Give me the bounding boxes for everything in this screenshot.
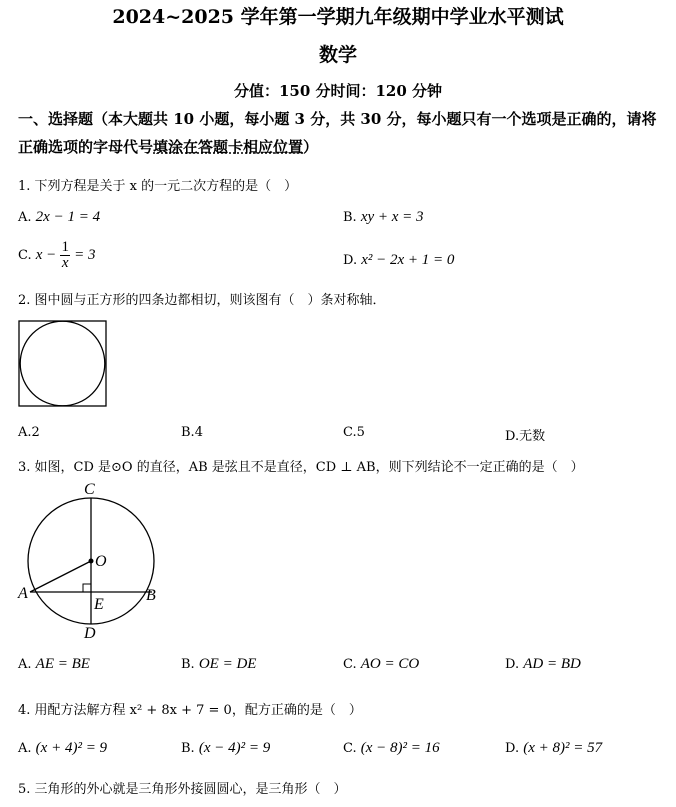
circle-shape — [20, 321, 105, 406]
label-e: E — [94, 596, 104, 613]
fraction — [60, 240, 70, 271]
question-4-option-b[interactable] — [181, 740, 270, 757]
exam-title: 2024~2025 学年第一学期九年级期中学业水平测试 — [112, 6, 564, 28]
option-math: xy + x = 3 — [360, 209, 424, 225]
option-math: x − — [35, 247, 57, 263]
option-label: D. — [505, 429, 520, 444]
subject-title: 数学 — [318, 44, 357, 66]
question-1-stem: 1. 下列方程是关于 x 的一元二次方程的是（ ） — [18, 179, 298, 194]
option-math: (x − 8)² = 16 — [360, 740, 440, 756]
label-a: A — [18, 585, 28, 602]
label-c: C — [84, 481, 95, 498]
question-1-option-d[interactable] — [343, 252, 454, 269]
section-heading-line1: 一、选择题（本大题共 10 小题，每小题 3 分，共 30 分，每小题只有一个选项是正确的，请将 — [18, 110, 657, 128]
question-2-option-d[interactable] — [505, 425, 545, 444]
option-label: B. — [181, 425, 195, 440]
section-heading-line2 — [18, 136, 318, 157]
question-3-option-d[interactable] — [505, 656, 581, 673]
section-heading-emphasis: 填涂在答题卡相应位置 — [153, 138, 304, 156]
option-label: C. — [343, 741, 357, 756]
question-4-stem: 4. 用配方法解方程 x² + 8x + 7 = 0，配方正确的是（ ） — [18, 703, 362, 718]
option-label: A. — [18, 657, 32, 672]
question-3-stem: 3. 如图，CD 是⊙O 的直径，AB 是弦且不是直径，CD ⊥ AB，则下列结论不一定正确的是（ ） — [18, 460, 584, 475]
option-label: D. — [343, 253, 358, 268]
option-value: 2 — [31, 425, 40, 440]
option-math: AE = BE — [35, 656, 90, 672]
question-1-option-c[interactable] — [18, 240, 95, 271]
option-math: AD = BD — [523, 656, 581, 672]
option-math: (x + 8)² = 57 — [523, 740, 603, 756]
question-3-option-a[interactable] — [18, 656, 90, 673]
question-4-option-c[interactable] — [343, 740, 440, 757]
option-math: (x + 4)² = 9 — [35, 740, 108, 756]
option-label: C. — [18, 248, 32, 263]
option-value: 5 — [356, 425, 365, 440]
section-heading-line2-a: 正确选项的字母代号 — [18, 138, 154, 156]
option-value: 4 — [194, 425, 203, 440]
question-5-stem: 5. 三角形的外心就是三角形外接圆圆心，是三角形（ ） — [18, 782, 347, 797]
question-4-option-a[interactable] — [18, 740, 107, 757]
label-d: D — [84, 625, 96, 642]
option-label: D. — [505, 741, 520, 756]
score-time-info: 分值：150 分时间：120 分钟 — [233, 82, 443, 100]
option-label: B. — [343, 210, 357, 225]
option-math: 2x − 1 = 4 — [35, 209, 101, 225]
question-2-stem: 2. 图中圆与正方形的四条边都相切，则该图有（ ）条对称轴． — [18, 293, 386, 308]
option-math: OE = DE — [198, 656, 257, 672]
option-label: B. — [181, 657, 195, 672]
option-math: AO = CO — [360, 656, 420, 672]
question-1-option-b[interactable] — [343, 209, 424, 226]
option-label: A. — [18, 425, 32, 440]
question-2-option-a[interactable] — [18, 425, 40, 440]
option-label: C. — [343, 657, 357, 672]
option-value: 无数 — [519, 429, 546, 444]
option-math: (x − 4)² = 9 — [198, 740, 271, 756]
option-label: C. — [343, 425, 357, 440]
radius-ao — [30, 561, 91, 592]
label-b: B — [146, 587, 156, 604]
square-with-inscribed-circle-figure — [18, 318, 110, 410]
option-math: = 3 — [74, 247, 96, 263]
circle-diameter-chord-figure — [14, 478, 174, 644]
center-point — [89, 559, 94, 564]
question-3-option-b[interactable] — [181, 656, 256, 673]
section-heading-line2-c: ） — [303, 138, 319, 156]
option-label: A. — [18, 210, 32, 225]
fraction-numerator: 1 — [61, 239, 69, 255]
option-label: D. — [505, 657, 520, 672]
fraction-denominator: x — [61, 255, 69, 271]
question-4-option-d[interactable] — [505, 740, 602, 757]
label-o: O — [95, 553, 107, 570]
right-angle-mark — [83, 584, 91, 592]
option-label: A. — [18, 741, 32, 756]
question-2-option-b[interactable] — [181, 425, 203, 440]
option-label: B. — [181, 741, 195, 756]
option-math: x² − 2x + 1 = 0 — [361, 252, 455, 268]
question-1-option-a[interactable] — [18, 209, 100, 226]
question-2-option-c[interactable] — [343, 425, 365, 440]
question-3-option-c[interactable] — [343, 656, 419, 673]
